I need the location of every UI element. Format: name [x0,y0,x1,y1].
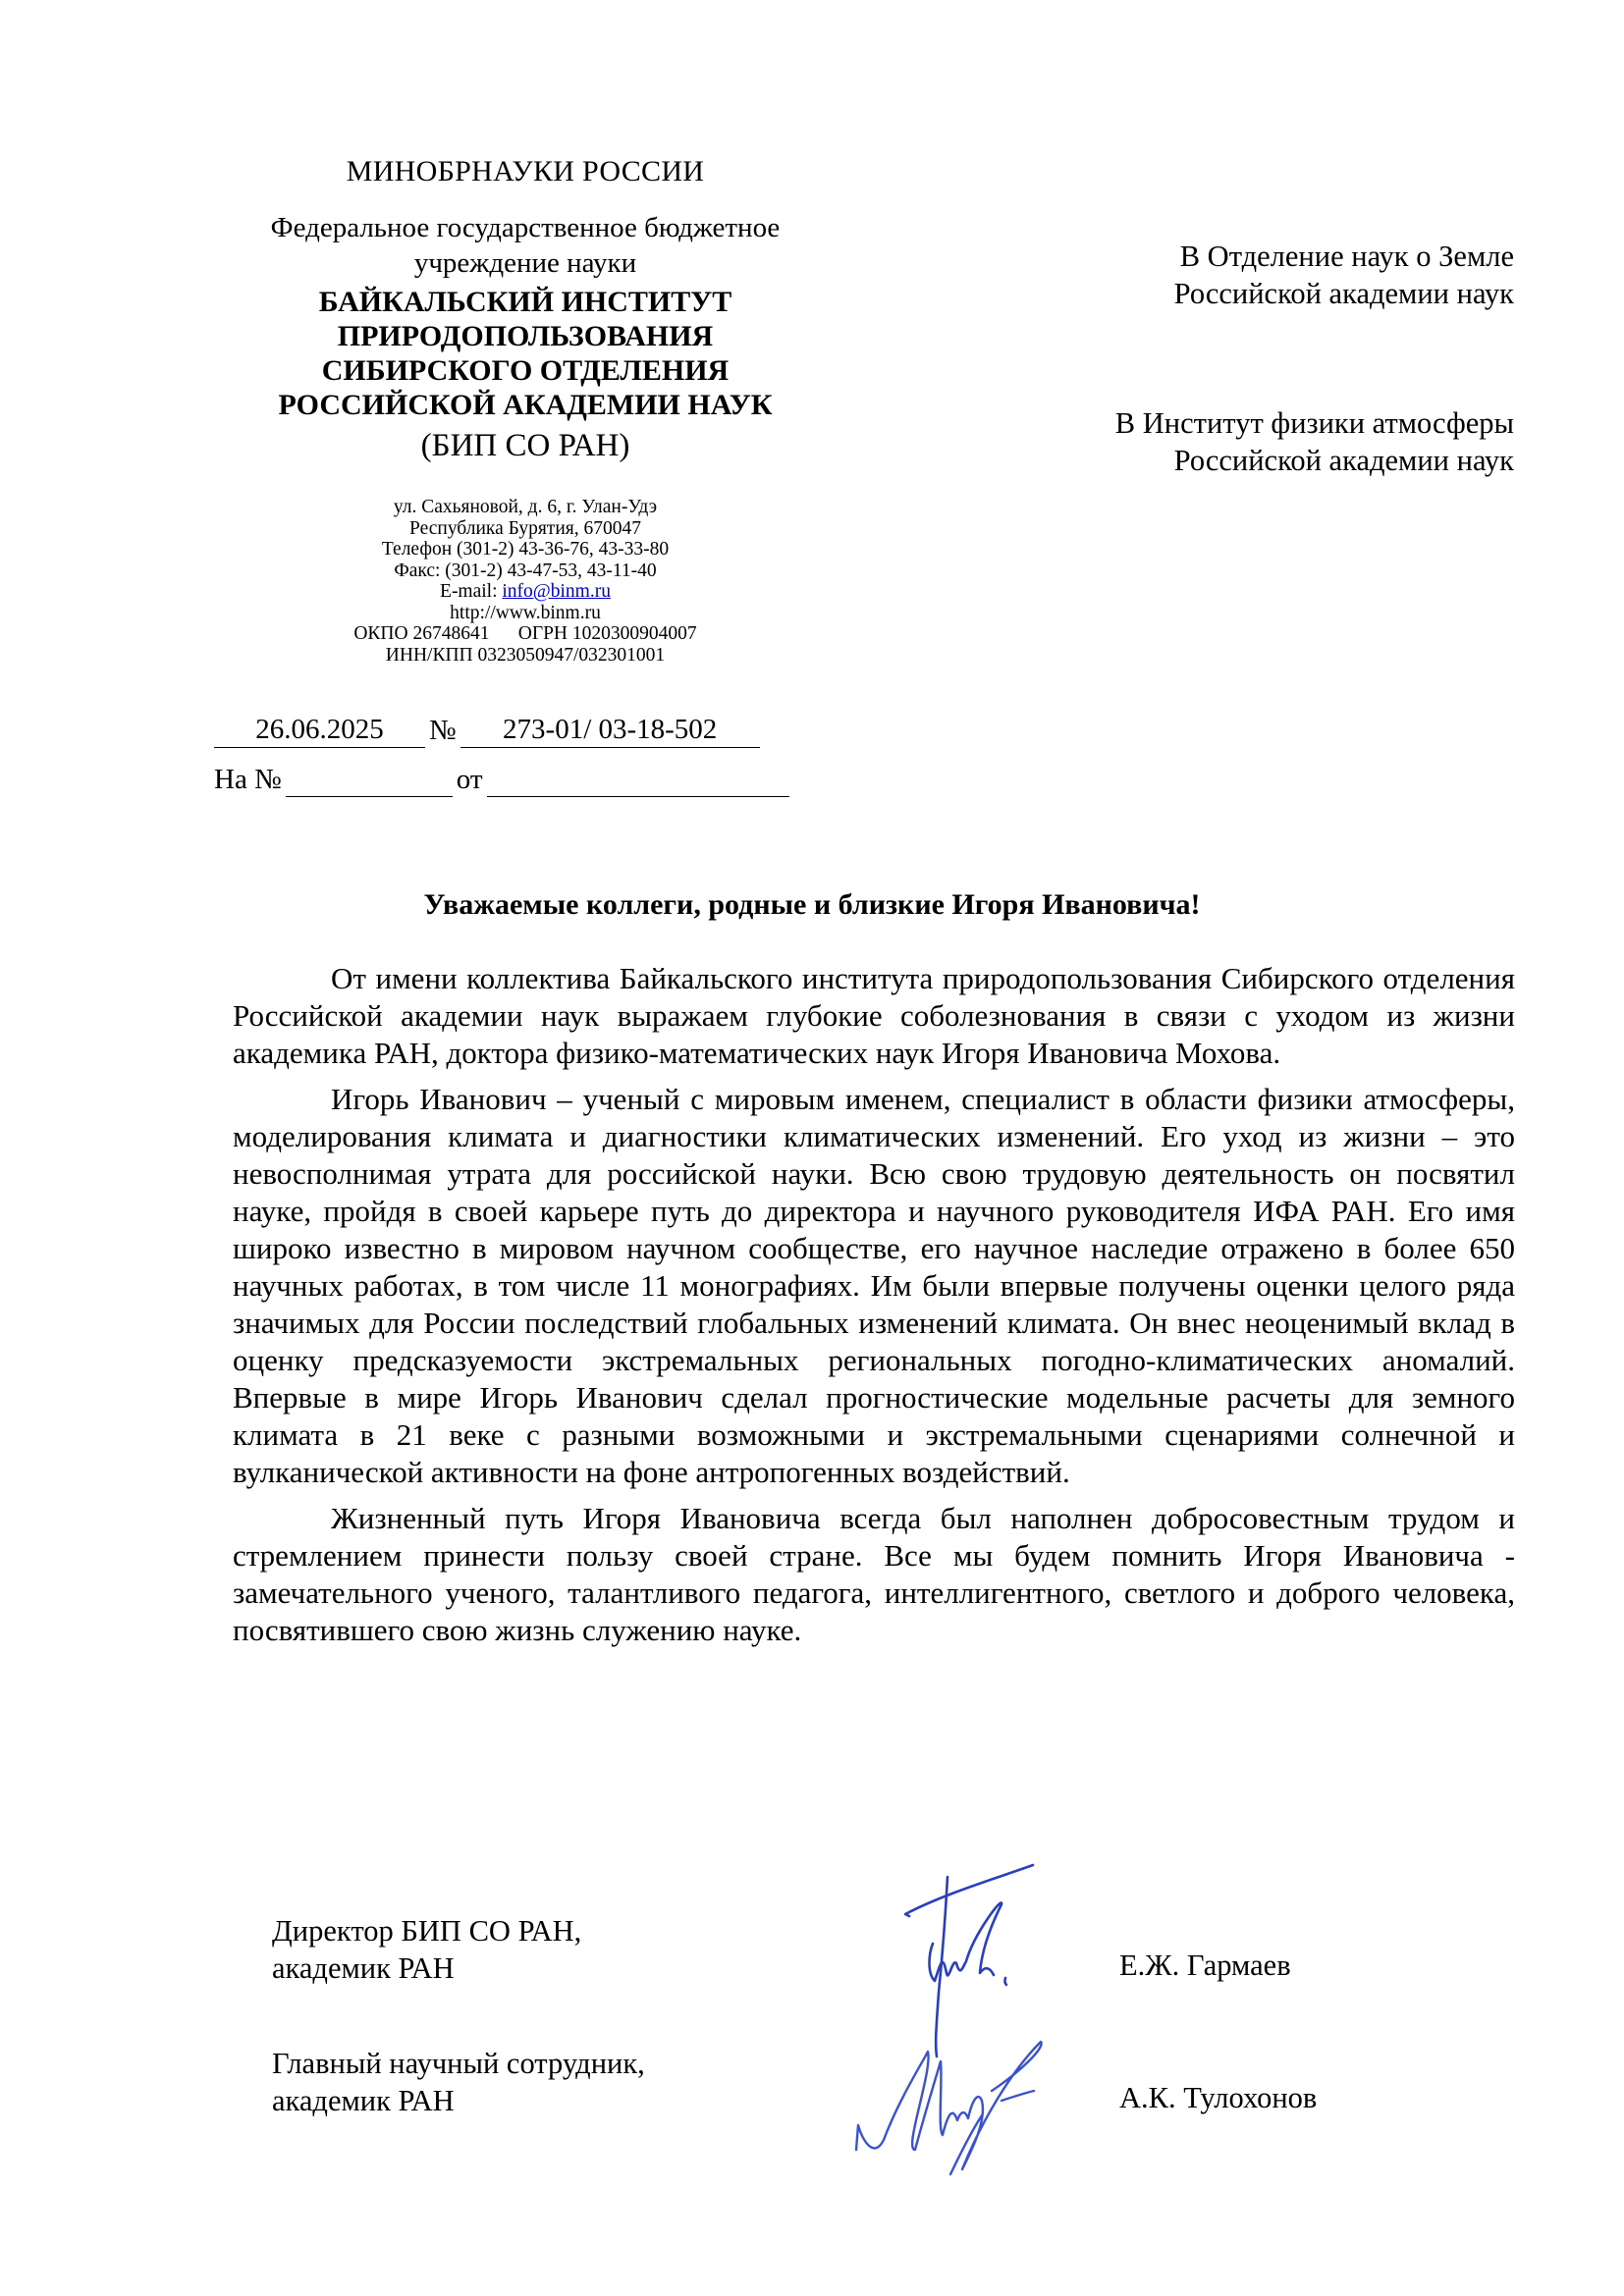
institution-name-line: РОССИЙСКОЙ АКАДЕМИИ НАУК [278,389,773,421]
ogrn: ОГРН 1020300904007 [517,623,697,644]
letter-body [233,960,1515,1658]
signatory-name: Е.Ж. Гармаев [1119,1949,1291,1982]
outgoing-registration [214,709,803,748]
from-label: от [456,764,483,795]
paragraph: От имени коллектива Байкальского института природопользования Сибирского отделения Российской академии наук выражаем глубокие соболезнования в связи с уходом из жизни академика РАН, доктора физико-математических наук Игоря Ивановича Мохова. [233,961,1515,1070]
paragraph: Жизненный путь Игоря Ивановича всегда был наполнен добросовестным трудом и стремлением принести пользу своей стране. Все мы будем помнить Игоря Ивановича - замечательного ученого, талантливого педагога, интеллигентного, светлого и доброго человека, посвятившего свою жизнь служению науке. [233,1501,1515,1647]
institution-type-line: Федеральное государственное бюджетное [270,212,781,243]
incoming-reference [214,758,803,797]
signature-strokes [856,2042,1042,2174]
institution-name-line: БАЙКАЛЬСКИЙ ИНСТИТУТ [318,286,732,318]
ministry-name: МИНОБРНАУКИ РОССИИ [346,155,705,187]
recipient-line: В Институт физики атмосферы [1114,406,1514,440]
signatory-title [272,2045,645,2119]
institution-name-line: ПРИРОДОПОЛЬЗОВАНИЯ [337,320,714,352]
from-date [487,761,789,797]
recipient [827,238,1514,312]
email-line [211,581,839,603]
institution-type [211,210,839,281]
number-sign: № [429,715,457,746]
address-line: ул. Сахьяновой, д. 6, г. Улан-Удэ [393,497,658,517]
signature-tulokhonov-icon [844,2002,1070,2199]
recipient-line: Российской академии наук [1173,277,1514,310]
institution-abbreviation: (БИП СО РАН) [420,428,630,463]
inn-kpp-line: ИНН/КПП 0323050947/032301001 [385,644,666,666]
institution-name [211,285,839,422]
signatory-name: А.К. Тулохонов [1119,2081,1318,2114]
reply-to-number [286,761,453,797]
phone-line: Телефон (301-2) 43-36-76, 43-33-80 [381,539,670,560]
recipient-line: Российской академии наук [1173,444,1514,477]
okpo-ogrn-line [211,623,839,645]
fax-line: Факс: (301-2) 43-47-53, 43-11-40 [394,560,657,581]
registration-date: 26.06.2025 [214,712,425,748]
website-line: http://www.binm.ru [450,602,601,623]
email-link[interactable]: info@binm.ru [502,581,611,602]
signatory-title [272,1912,581,1987]
registration-block [214,709,803,797]
institution-type-line: учреждение науки [413,247,637,279]
region-line: Республика Бурятия, 670047 [409,517,641,539]
salutation: Уважаемые коллеги, родные и близкие Игоря Ивановича! [423,888,1201,921]
signatory-title-line: Директор БИП СО РАН, [272,1914,582,1948]
contact-block [211,497,839,666]
signatory-title-line: академик РАН [272,1951,455,1985]
signatory-title-line: Главный научный сотрудник, [272,2047,645,2080]
registration-number: 273-01/ 03-18-502 [460,712,760,748]
signatory-title-line: академик РАН [272,2084,455,2117]
email-label: E-mail: [440,581,503,602]
institution-name-line: СИБИРСКОГО ОТДЕЛЕНИЯ [321,354,730,387]
recipient [827,404,1514,479]
recipient-line: В Отделение наук о Земле [1179,240,1514,273]
reply-to-label: На № [214,764,282,795]
paragraph: Игорь Иванович – ученый с мировым именем, специалист в области физики атмосферы, моделирования климата и диагностики климатических изменений. Его уход из жизни – это невосполнимая утрата для российской науки. Всю свою трудовую деятельность он посвятил науке, пройдя в своей карьере путь до директора и научного руководителя ИФА РАН. Его имя широко известно в мировом научном сообществе, его научное наследие отражено в более 650 научных работах, в том числе 11 монографиях. Им были впервые получены оценки целого ряда значимых для России последствий глобальных изменений климата. Он внес неоценимый вклад в оценку предсказуемости экстремальных региональных погодно-климатических аномалий. Впервые в мире Игорь Иванович сделал прогностические модельные расчеты для земного климата в 21 веке с разными возможными и экстремальными сценариями солнечной и вулканической активности на фоне антропогенных воздействий. [233,1082,1515,1489]
okpo: ОКПО 26748641 [353,623,490,644]
